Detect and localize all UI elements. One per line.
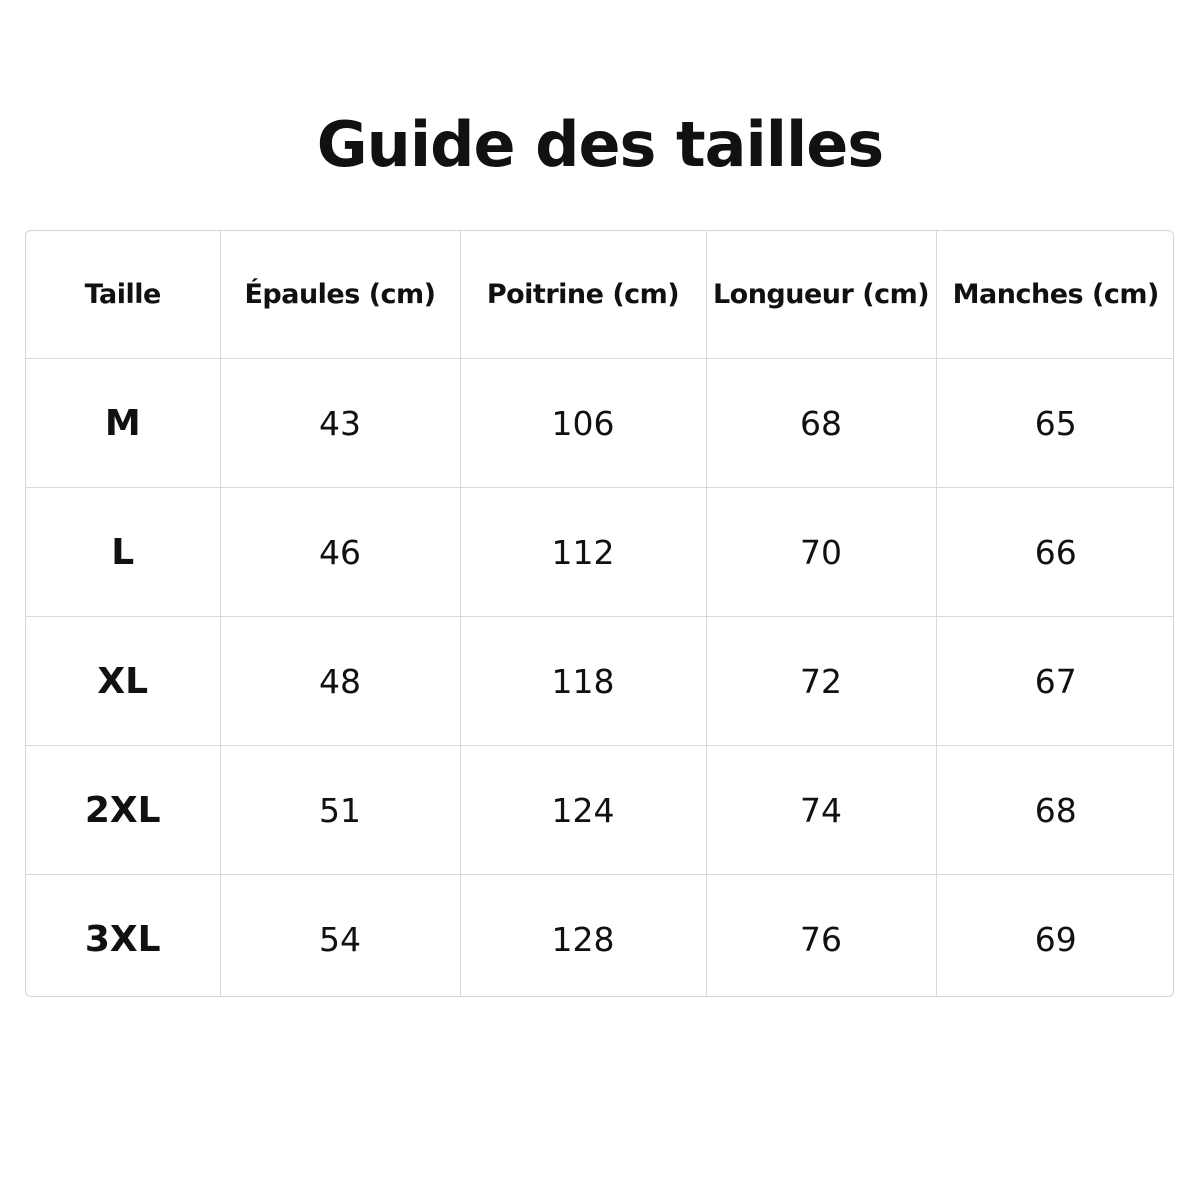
table-row <box>26 617 1174 746</box>
table-row <box>26 359 1174 488</box>
shoulders-cell: 48 <box>220 617 460 746</box>
chest-cell: 106 <box>460 359 706 488</box>
length-cell: 72 <box>706 617 936 746</box>
sleeves-cell: 68 <box>936 746 1174 875</box>
column-header-shoulders: Épaules (cm) <box>220 231 460 359</box>
chest-cell: 118 <box>460 617 706 746</box>
chest-cell: 124 <box>460 746 706 875</box>
size-cell: L <box>26 488 220 617</box>
column-header-size: Taille <box>26 231 220 359</box>
length-cell: 76 <box>706 875 936 998</box>
sleeves-cell: 66 <box>936 488 1174 617</box>
size-cell: 3XL <box>26 875 220 998</box>
size-cell: 2XL <box>26 746 220 875</box>
shoulders-cell: 43 <box>220 359 460 488</box>
sleeves-cell: 69 <box>936 875 1174 998</box>
table-header-row <box>26 231 1174 359</box>
size-cell: XL <box>26 617 220 746</box>
column-header-length: Longueur (cm) <box>706 231 936 359</box>
length-cell: 70 <box>706 488 936 617</box>
sleeves-cell: 67 <box>936 617 1174 746</box>
sleeves-cell: 65 <box>936 359 1174 488</box>
table-row <box>26 875 1174 998</box>
chest-cell: 112 <box>460 488 706 617</box>
column-header-chest: Poitrine (cm) <box>460 231 706 359</box>
shoulders-cell: 51 <box>220 746 460 875</box>
table-row <box>26 488 1174 617</box>
shoulders-cell: 54 <box>220 875 460 998</box>
page-title: Guide des tailles <box>316 108 884 181</box>
chest-cell: 128 <box>460 875 706 998</box>
length-cell: 74 <box>706 746 936 875</box>
size-table-container <box>25 230 1174 997</box>
size-cell: M <box>26 359 220 488</box>
column-header-sleeves: Manches (cm) <box>936 231 1174 359</box>
size-table <box>26 231 1174 997</box>
length-cell: 68 <box>706 359 936 488</box>
shoulders-cell: 46 <box>220 488 460 617</box>
table-row <box>26 746 1174 875</box>
